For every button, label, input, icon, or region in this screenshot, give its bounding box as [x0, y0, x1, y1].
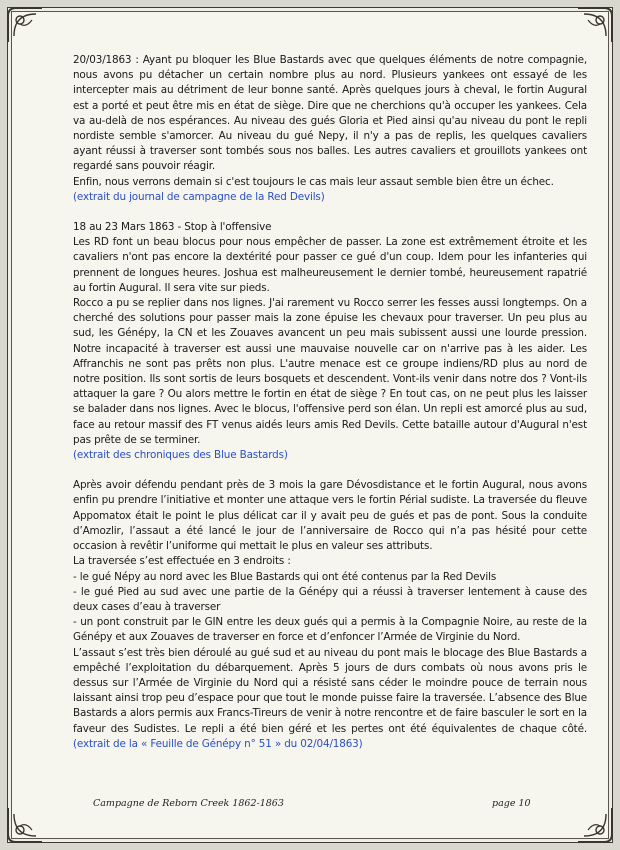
- section-1-paragraph: 20/03/1863 : Ayant pu bloquer les Blue Bastards avec que quelques éléments de notre compagnie, nous avons pu détacher un certain nombre plus au nord. Plusieurs yankees ont essayé de les intercepter mais au détriment de leur bonne santé. Après quelques jours à cheval, le fortin Augural est a porté et peut être mis en état de siège. Dire que ne cherchions qu'à occuper les yankees. Cela va au-delà de nos espérances. Au niveau des gués Gloria et Pied ainsi qu'au niveau du pont le repli nordiste semble s'amorcer. Au niveau du gué Nepy, il n'y a pas de replis, les quelques cavaliers ayant réussi à traverser sont tombés sous nos balles. Les autres cavaliers et grouillots yankees ont regardé sans pouvoir réagir.: [73, 54, 587, 173]
- section-3-bullet-2: - le gué Pied au sud avec une partie de la Génépy qui a réussi à traverser lentement à cause des deux cases d’eau à traverser: [73, 585, 587, 613]
- page-number: page 10: [492, 798, 531, 809]
- corner-ornament-icon: [576, 806, 614, 844]
- corner-ornament-icon: [6, 806, 44, 844]
- document-body: [73, 53, 587, 752]
- corner-ornament-icon: [6, 6, 44, 44]
- footer-title: Campagne de Reborn Creek 1862-1863: [93, 798, 284, 809]
- section-2-source: (extrait des chroniques des Blue Bastards): [73, 449, 288, 462]
- section-2-paragraph-2: Rocco a pu se replier dans nos lignes. J'ai rarement vu Rocco serrer les fesses aussi longtemps. On a cherché des solutions pour passer mais la zone épuise les chevaux pour traverser. Un peu plus au sud, les Génépy, la CN et les Zouaves avancent un peu mais subissent aussi une lourde pression. Notre incapacité à traverser est aussi une mauvaise nouvelle car on n'arrive pas à les aider. Les Affranchis ne sont pas prêts non plus. L'autre menace est ce groupe indiens/RD plus au nord de notre position. Ils sont sortis de leurs bosquets et descendent. Vont-ils venir dans notre dos ? Vont-ils attaquer la gare ? Ou alors mettre le fortin en état de siège ? En tout cas, on ne peut plus les laisser se balader dans nos lignes. Avec le blocus, l'offensive perd son élan. Un repli est amorcé plus au sud, face au retour massif des FT venus aidés leurs amis Red Devils. Cette bataille autour d'Augural n'est pas prête de se terminer.: [73, 297, 587, 446]
- section-2-heading: 18 au 23 Mars 1863 - Stop à l'offensive: [73, 221, 272, 234]
- corner-ornament-icon: [576, 6, 614, 44]
- section-3-bullet-3: - un pont construit par le GIN entre les deux gués qui a permis à la Compagnie Noire, au reste de la Génépy et aux Zouaves de traverser en force et d’enfoncer l’Armée de Virginie du Nord.: [73, 616, 587, 644]
- section-1-paragraph-2: Enfin, nous verrons demain si c'est toujours le cas mais leur assaut semble bien être un échec.: [73, 175, 554, 188]
- section-3-paragraph-1: Après avoir défendu pendant près de 3 mois la gare Dévosdistance et le fortin Augural, nous avons enfin pu prendre l’initiative et monter une attaque vers le fortin Périal sudiste. La traversée du fleuve Appomatox était le point le plus délicat car il y avait peu de gués et pas de pont. Sous la conduite d’Amozlir, l’assaut a été lancé le jour de l’anniversaire de Rocco qui n’a pas hésité pour cette occasion à revêtir l’uniforme qui mettait le plus en valeur ses attributs.: [73, 479, 587, 553]
- section-1-source: (extrait du journal de campagne de la Red Devils): [73, 190, 325, 203]
- section-2-paragraph-1: Les RD font un beau blocus pour nous empêcher de passer. La zone est extrêmement étroite et les cavaliers n'ont pas encore la dextérité pour passer ce gué d'un coup. Idem pour les infanteries qui prennent de longues heures. Joshua est malheureusement le dernier tombé, heureusement rapatrié au fortin Augural. Il sera vite sur pieds.: [73, 236, 587, 294]
- section-3-source: (extrait de la « Feuille de Génépy n° 51 » du 02/04/1863): [73, 737, 363, 750]
- section-3-bullet-1: - le gué Népy au nord avec les Blue Bastards qui ont été contenus par la Red Devils: [73, 570, 497, 583]
- section-3-paragraph-2: La traversée s’est effectuée en 3 endroits :: [73, 555, 291, 568]
- section-3-paragraph-3: L’assaut s’est très bien déroulé au gué sud et au niveau du pont mais le blocage des Blue Bastards a empêché l’exploitation du débarquement. Après 5 jours de durs combats où nous avons pris le dessus sur l’Armée de Virginie du Nord qui a résisté sans céder le moindre pouce de terrain nous laissant ainsi trop peu d’espace pour que tout le monde puisse faire la traversée. L’absence des Blue Bastards a alors permis aux Francs-Tireurs de venir à notre rencontre et de faire basculer le sort en la faveur des Sudistes. Le repli a été bien géré et les pertes ont été équivalentes de chaque côté.: [73, 646, 587, 735]
